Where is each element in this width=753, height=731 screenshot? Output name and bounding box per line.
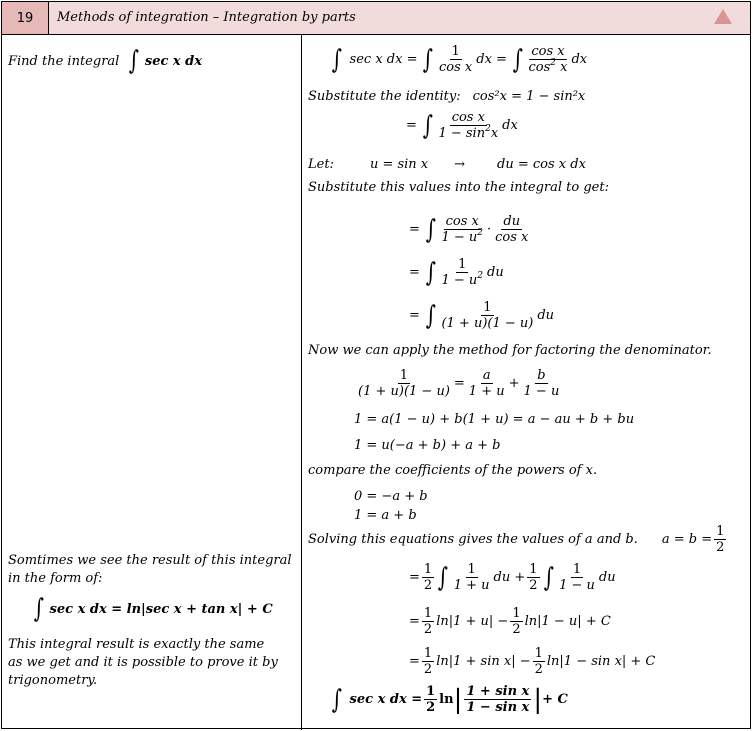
- integral-sign: ∫: [543, 562, 554, 593]
- step-sub-1: = ∫ cos x $1 - u^2$ · du cos x: [409, 214, 529, 245]
- problem-title: Methods of integration – Integration by parts: [57, 10, 356, 25]
- integral-sign: ∫: [423, 44, 434, 75]
- solve-result: a = b =: [661, 532, 713, 547]
- let-u: u = sin x: [369, 157, 429, 172]
- integral-sign: ∫: [33, 594, 44, 624]
- header-bar: [2, 2, 750, 35]
- equation-1: 1 = a(1 − u) + b(1 + u) = a − au + b + bu: [354, 412, 635, 427]
- step-split: = $\frac{1}{2}$ ∫ 1 1 + u du + $\frac{1}{2}$ ∫ 1 1 − u du: [409, 562, 616, 593]
- question-prefix: Find the integral: [8, 53, 120, 69]
- identity-label: Substitute the identity:: [308, 89, 461, 104]
- problem-number: 19: [2, 2, 49, 34]
- integral-sign: ∫: [422, 110, 433, 141]
- let-label: Let:: [308, 157, 334, 172]
- solve-line: Solving this equations gives the values of a and b. a = b = $\frac{1}{2}$: [308, 524, 725, 555]
- let-du: du = cos x dx: [497, 157, 586, 172]
- integral-sign: ∫: [425, 257, 436, 288]
- integral-sign: ∫: [425, 214, 436, 245]
- integral-sign: ∫: [129, 46, 140, 76]
- compare-label: compare the coefficients of the powers of x.: [308, 463, 598, 478]
- remark-line-1: This integral result is exactly the same: [8, 637, 265, 652]
- step-sub-3: = ∫ 1 (1 + u)(1 − u) du: [409, 300, 555, 331]
- integral-sign: ∫: [331, 44, 342, 75]
- remark-line-3: trigonometry.: [8, 673, 98, 688]
- method-label: Now we can apply the method for factoring the denominator.: [308, 343, 712, 358]
- arrow-right-icon: →: [454, 157, 466, 172]
- integral-sign: ∫: [331, 684, 342, 715]
- step-log-sin: = $\frac{1}{2}$ ln|1 + sin x| − $\frac{1}{2}$ ln|1 − sin x| + C: [409, 646, 656, 677]
- step-log-u: = $\frac{1}{2}$ ln|1 + u| − $\frac{1}{2}$ ln|1 − u| + C: [409, 606, 611, 637]
- column-divider: [301, 35, 302, 730]
- identity-formula: cos²x = 1 − sin²x: [472, 89, 586, 104]
- let-line: [308, 157, 586, 172]
- remark-line-2: as we get and it is possible to prove it by: [8, 655, 278, 670]
- worksheet-card: [1, 1, 751, 729]
- note-line-1: Somtimes we see the result of this integral: [8, 553, 292, 568]
- integral-sign: ∫: [512, 44, 523, 75]
- question: [8, 48, 202, 74]
- solve-label: Solving this equations gives the values of a and b.: [308, 532, 638, 547]
- integral-sign: ∫: [437, 562, 449, 593]
- coefficient-eq-1: 0 = −a + b: [354, 489, 428, 504]
- step-identity-sub: = ∫ cos x $1 - \sin^2x$ dx: [406, 110, 518, 141]
- final-expression: sec x dx =: [349, 692, 423, 707]
- note-formula: [32, 596, 273, 622]
- equation-2: 1 = u(−a + b) + a + b: [354, 438, 501, 453]
- integral-sign: ∫: [425, 300, 436, 331]
- partial-fraction: $\frac{1}{(1 + u)(1 - u)}$ = $\frac{a}{1 + u}$ + $\frac{b}{1 - u}$: [358, 368, 560, 399]
- sub-label: Substitute this values into the integral to get:: [308, 180, 609, 195]
- final-result: ∫ sec x dx = $\frac{1}{2}$ ln | 1 + sin x 1 − sin x | + C: [331, 684, 568, 715]
- note-expression: sec x dx = ln|sec x + tan x| + C: [49, 601, 273, 617]
- identity-line: [308, 89, 585, 104]
- note-line-2: in the form of:: [8, 571, 103, 586]
- step-rewrite: ∫ sec x dx = ∫ 1 cos x dx = ∫ cos x $\cos^2 x$ dx: [331, 44, 588, 75]
- step-sub-2: = ∫ 1 $1 - u^2$ du: [409, 257, 504, 288]
- question-expression: sec x dx: [144, 53, 203, 69]
- coefficient-eq-2: 1 = a + b: [354, 508, 417, 523]
- triangle-up-icon[interactable]: [714, 9, 732, 24]
